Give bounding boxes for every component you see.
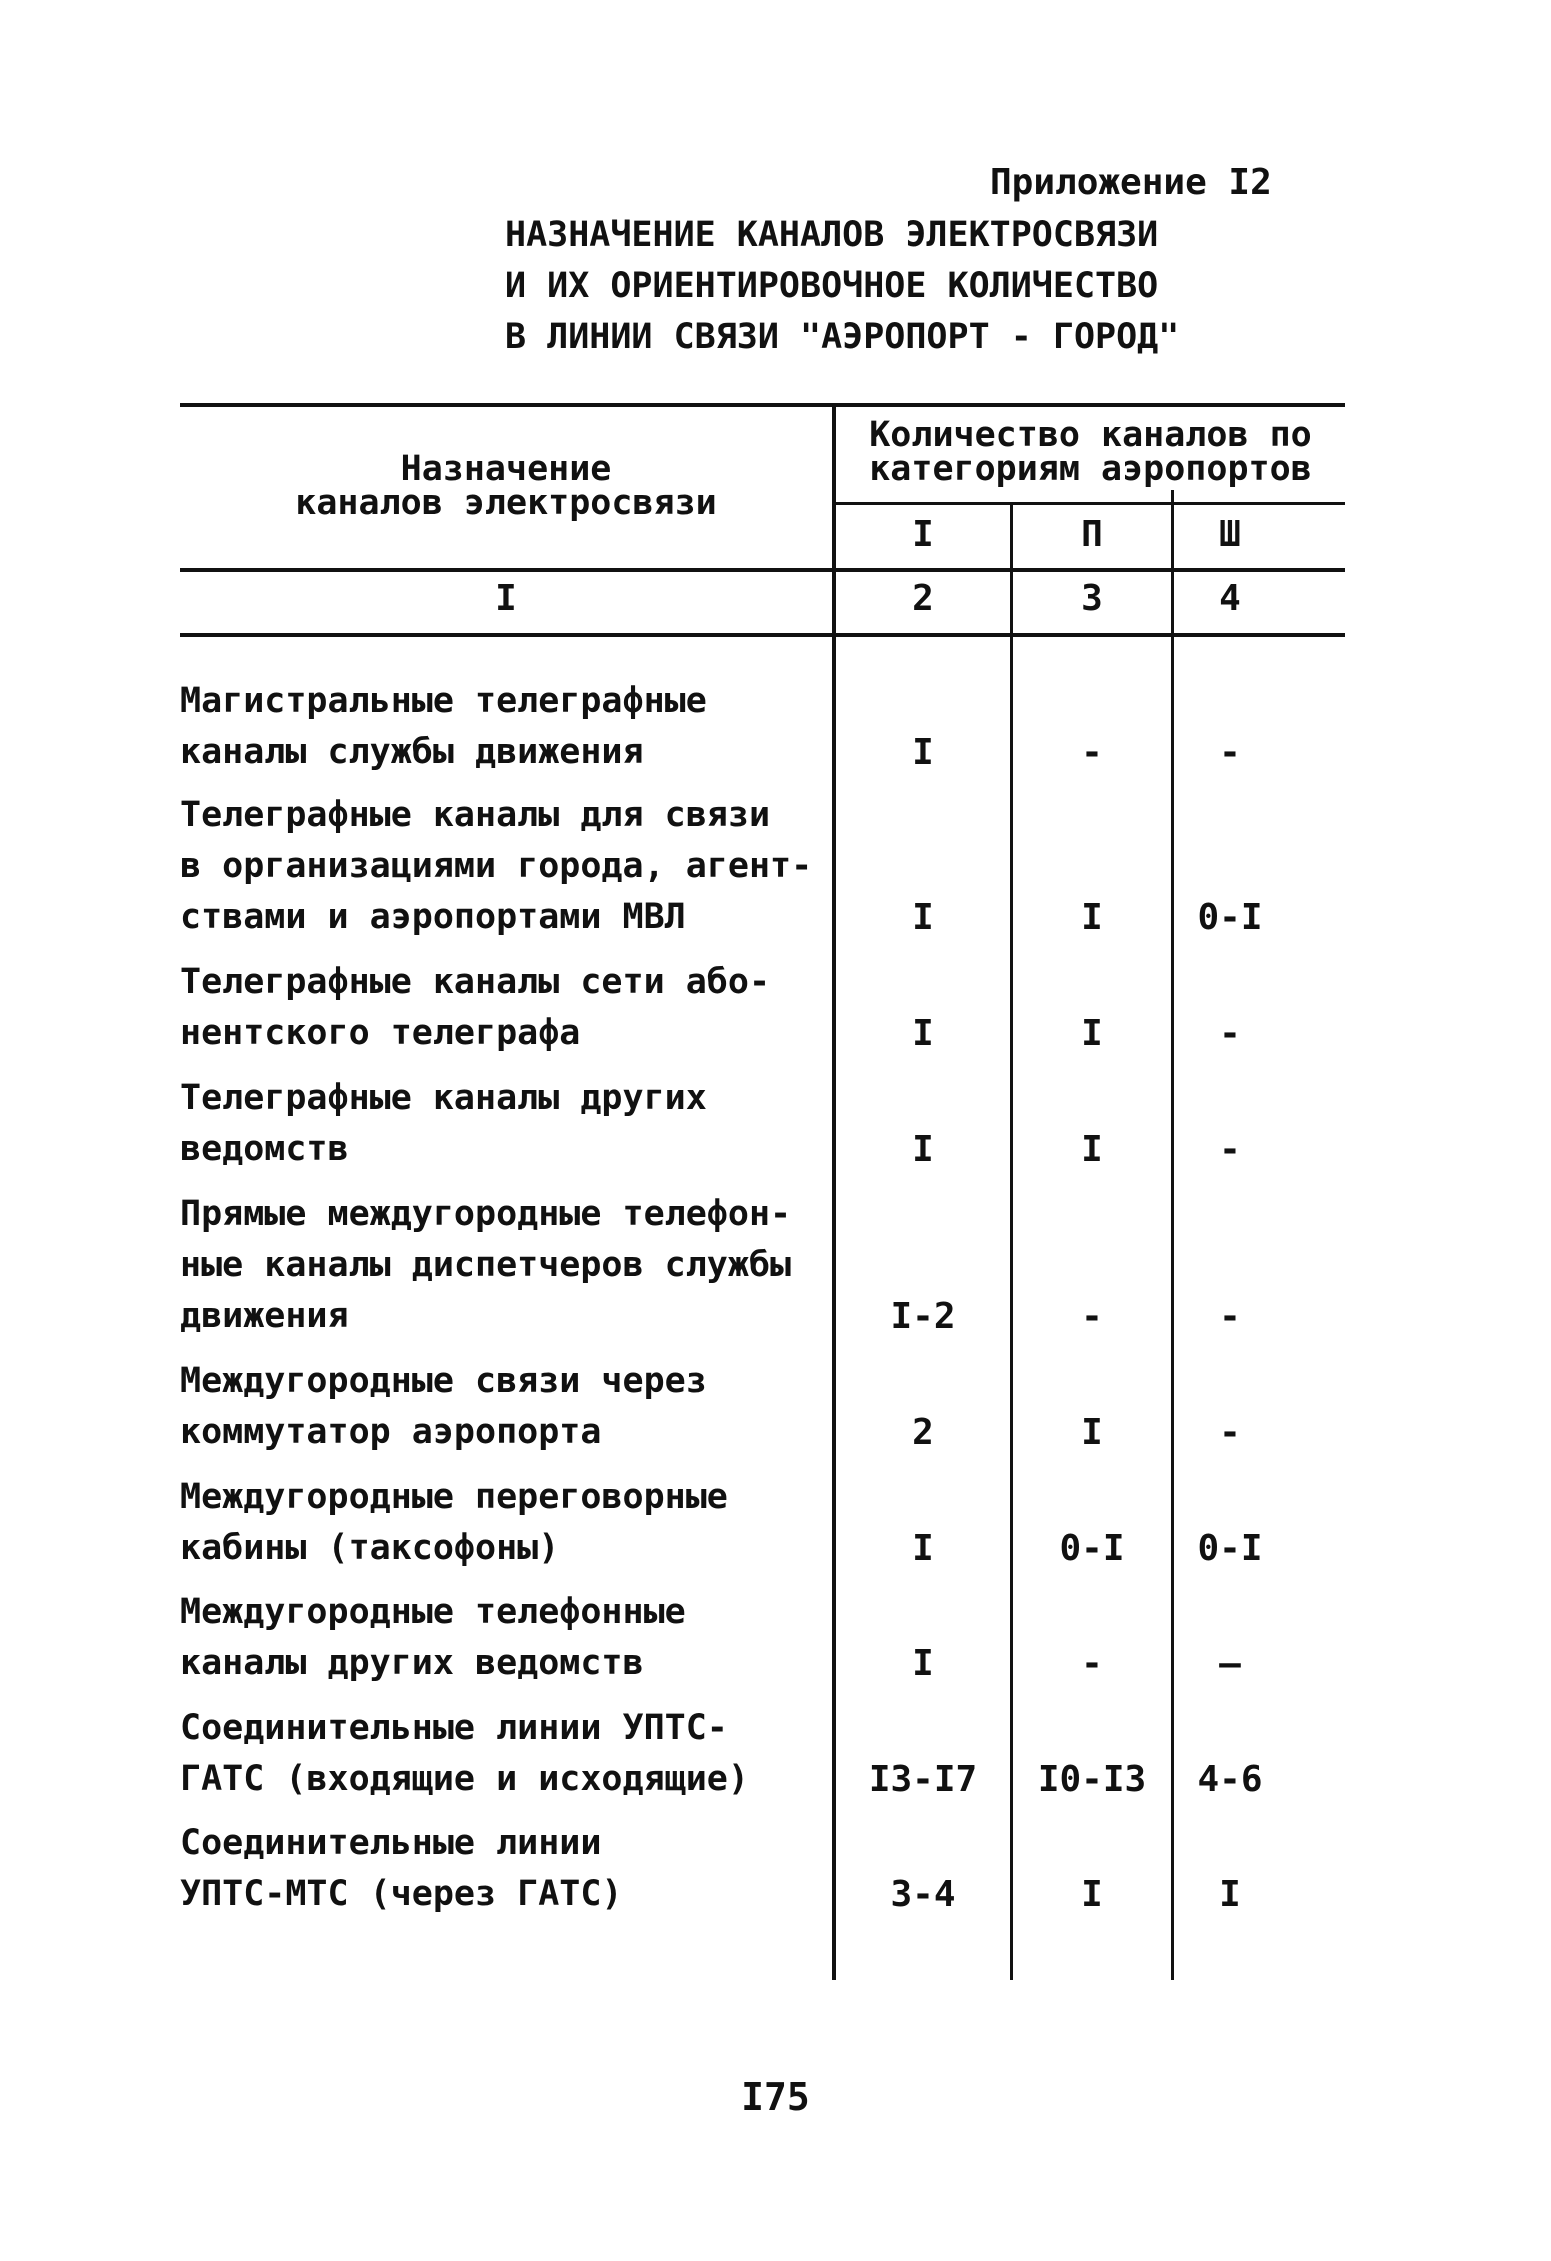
row-description bbox=[180, 1472, 728, 1574]
row-line: движения bbox=[180, 1296, 349, 1336]
header-line: Количество каналов по bbox=[869, 415, 1312, 455]
cell-cat-1: I bbox=[912, 732, 934, 773]
cell-cat-3: - bbox=[1219, 1412, 1241, 1453]
cell-cat-2: - bbox=[1081, 1643, 1103, 1684]
cell-cat-3: - bbox=[1219, 1296, 1241, 1337]
cell-cat-3: - bbox=[1219, 1013, 1241, 1054]
row-line: каналы службы движения bbox=[180, 732, 644, 772]
category-header: П bbox=[1081, 514, 1103, 555]
column-number: 4 bbox=[1219, 578, 1241, 619]
row-description bbox=[180, 676, 707, 778]
row-description bbox=[180, 790, 812, 943]
row-description bbox=[180, 957, 770, 1059]
column-number: 2 bbox=[912, 578, 934, 619]
header-line: Назначение bbox=[400, 449, 612, 489]
row-line: Соединительные линии УПТС- bbox=[180, 1708, 728, 1748]
header-line: категориям аэропортов bbox=[869, 449, 1312, 489]
cell-cat-1: I bbox=[912, 1643, 934, 1684]
row-description bbox=[180, 1189, 791, 1342]
row-line: Магистральные телеграфные bbox=[180, 681, 707, 721]
cell-cat-1: I bbox=[912, 1013, 934, 1054]
cell-cat-3: - bbox=[1219, 732, 1241, 773]
row-line: ствами и аэропортами МВЛ bbox=[180, 897, 686, 937]
cell-cat-2: - bbox=[1081, 1296, 1103, 1337]
category-rule bbox=[834, 502, 1345, 505]
header-channel-count bbox=[836, 415, 1345, 489]
row-description bbox=[180, 1818, 623, 1920]
cell-cat-2: - bbox=[1081, 732, 1103, 773]
row-line: Междугородные связи через bbox=[180, 1361, 707, 1401]
row-line: каналы других ведомств bbox=[180, 1643, 644, 1683]
row-line: ведомств bbox=[180, 1129, 349, 1169]
cell-cat-1: 2 bbox=[912, 1412, 934, 1453]
cell-cat-3: 4-6 bbox=[1197, 1759, 1263, 1800]
category-header: I bbox=[912, 514, 934, 555]
document-title bbox=[505, 210, 1179, 363]
column-number: 3 bbox=[1081, 578, 1103, 619]
row-line: коммутатор аэропорта bbox=[180, 1412, 602, 1452]
cell-cat-2: I bbox=[1081, 1129, 1103, 1170]
row-line: кабины (таксофоны) bbox=[180, 1528, 560, 1568]
row-line: Междугородные переговорные bbox=[180, 1477, 728, 1517]
table-top-rule bbox=[180, 403, 1345, 407]
row-description bbox=[180, 1073, 707, 1175]
cell-cat-2: I bbox=[1081, 1412, 1103, 1453]
row-line: ГАТС (входящие и исходящие) bbox=[180, 1759, 749, 1799]
row-line: ные каналы диспетчеров службы bbox=[180, 1245, 792, 1285]
row-line: Телеграфные каналы других bbox=[180, 1078, 707, 1118]
row-line: Прямые междугородные телефон- bbox=[180, 1194, 792, 1234]
cell-cat-3: I bbox=[1219, 1874, 1241, 1915]
cell-cat-3: - bbox=[1219, 1129, 1241, 1170]
title-line: НАЗНАЧЕНИЕ КАНАЛОВ ЭЛЕКТРОСВЯЗИ bbox=[505, 215, 1159, 255]
cell-cat-3: 0-I bbox=[1197, 897, 1263, 938]
row-line: в организациями города, агент- bbox=[180, 846, 813, 886]
cell-cat-2: I bbox=[1081, 1013, 1103, 1054]
cell-cat-2: I0-I3 bbox=[1037, 1759, 1147, 1800]
column-number: I bbox=[495, 578, 517, 619]
cell-cat-2: I bbox=[1081, 1874, 1103, 1915]
row-line: УПТС-МТС (через ГАТС) bbox=[180, 1874, 623, 1914]
cell-cat-1: I-2 bbox=[890, 1296, 956, 1337]
page-number: I75 bbox=[741, 2075, 810, 2119]
row-line: нентского телеграфа bbox=[180, 1013, 581, 1053]
row-description bbox=[180, 1587, 686, 1689]
row-description bbox=[180, 1703, 749, 1805]
row-line: Телеграфные каналы сети або- bbox=[180, 962, 771, 1002]
header-designation bbox=[180, 449, 832, 523]
cell-cat-2: 0-I bbox=[1059, 1528, 1125, 1569]
title-line: В ЛИНИИ СВЯЗИ "АЭРОПОРТ - ГОРОД" bbox=[505, 317, 1180, 357]
cell-cat-1: 3-4 bbox=[890, 1874, 956, 1915]
cell-cat-3: 0-I bbox=[1197, 1528, 1263, 1569]
cell-cat-3: — bbox=[1219, 1643, 1241, 1684]
title-line: И ИХ ОРИЕНТИРОВОЧНОЕ КОЛИЧЕСТВО bbox=[505, 266, 1159, 306]
row-description bbox=[180, 1356, 707, 1458]
cell-cat-1: I bbox=[912, 897, 934, 938]
row-line: Соединительные линии bbox=[180, 1823, 602, 1863]
row-line: Междугородные телефонные bbox=[180, 1592, 686, 1632]
appendix-label: Приложение I2 bbox=[990, 162, 1272, 203]
cell-cat-1: I bbox=[912, 1528, 934, 1569]
cell-cat-2: I bbox=[1081, 897, 1103, 938]
row-line: Телеграфные каналы для связи bbox=[180, 795, 771, 835]
cell-cat-1: I bbox=[912, 1129, 934, 1170]
cell-cat-1: I3-I7 bbox=[868, 1759, 978, 1800]
column-divider bbox=[832, 403, 836, 1980]
header-line: каналов электросвязи bbox=[295, 483, 717, 523]
category-header: Ш bbox=[1219, 514, 1241, 555]
